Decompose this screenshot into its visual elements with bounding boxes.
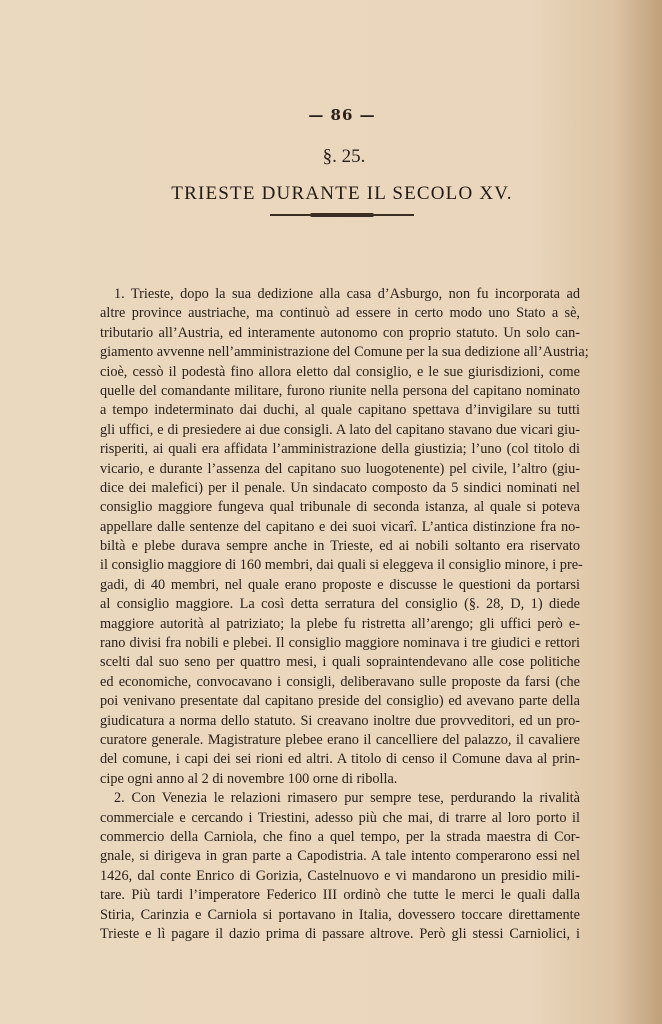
text-line: curatore generale. Magistrature plebee erano il cancelliere del palazzo, il cavaliere	[100, 731, 580, 748]
text-line: Trieste e lì pagare il dazio prima di passare altrove. Però gli stessi Carniolici, i	[100, 925, 580, 942]
text-line: tributario all’Austria, ed interamente autonomo con proprio statuto. Un solo can-	[100, 324, 580, 341]
text-line: giamento avvenne nell’amministrazione del Comune per la sua dedizione all’Austria;	[100, 344, 589, 361]
text-line: 1426, dal conte Enrico di Gorizia, Castelnuovo e vi mandarono un presidio mili-	[100, 867, 580, 884]
page-number: — 86 —	[308, 106, 376, 124]
text-line: consiglio maggiore fungeva qual tribunale di seconda istanza, al quale si poteva	[100, 499, 580, 516]
text-line: scelti dal suo seno per quattro mesi, i quali sopraintendevano alle cose politiche	[100, 654, 580, 671]
text-line: commercio della Carniola, che fino a quel tempo, per la strada maestra di Cor-	[100, 828, 580, 845]
title-rule	[270, 214, 414, 216]
text-line: dice dei malefici) per il penale. Un sindacato composto da 5 sindici nominati nel	[100, 479, 580, 496]
text-line: gnale, si dirigeva in gran parte a Capodistria. A tale intento comperarono essi nel	[100, 848, 580, 865]
text-line: cioè, cessò il podestà fino allora eletto dal consiglio, e le sue giurisdizioni, come	[100, 363, 580, 380]
text-line: tare. Più tardi l’imperatore Federico III ordinò che tutte le merci le quali dalla	[100, 887, 580, 904]
text-line: al consiglio maggiore. La così detta serratura del consiglio (§. 28, D, 1) diede	[100, 596, 580, 613]
text-line: gli uffici, e di presiedere ai due consigli. A lato del capitano stavano due vicari giu-	[100, 421, 580, 438]
text-line: biltà e plebe durava sempre anche in Trieste, ed ai nobili soltanto era riservato	[100, 538, 580, 555]
text-line: giudicatura a norma dello statuto. Si creavano inoltre due provveditori, ed un pro-	[100, 712, 580, 729]
text-line: maggiore autorità al patriziato; la plebe fu ristretta all’arengo; gli uffici però e-	[100, 615, 580, 632]
text-line: il consiglio maggiore di 160 membri, dai quali si eleggeva il consiglio minore, i pre-	[100, 557, 583, 574]
text-line: cipe ogni anno al 2 di novembre 100 orne di ribolla.	[100, 770, 398, 787]
text-line: altre province austriache, ma continuò ad essere in certo modo uno Stato a sè,	[100, 305, 580, 322]
text-line: quelle del comandante militare, furono riunite nella persona del capitano nominato	[100, 382, 580, 399]
text-line: commerciale e cercando i Triestini, adesso più che mai, di trarre al loro porto il	[100, 809, 580, 826]
body-text	[100, 285, 589, 944]
text-line: a tempo indeterminato dai duchi, al quale capitano spettava d’invigilare su tutti	[100, 402, 580, 419]
text-line: del comune, i capi dei sei rioni ed altri. A titolo di censo il Comune dava al prin-	[100, 751, 580, 768]
text-line: appellare dalle sentenze del capitano e dei suoi vicarî. L’antica distinzione fra no-	[100, 518, 580, 535]
text-line: rano divisi fra nobili e plebei. Il consiglio maggiore nominava i tre giudici e rettori	[100, 635, 580, 652]
text-line: ed economiche, convocavano i consigli, deliberavano sulle proposte da farsi (che	[100, 673, 580, 690]
section-number: §. 25.	[322, 146, 366, 167]
text-line: vicario, e durante l’assenza del capitano suo luogotenente) pel civile, l’altro (giu-	[100, 460, 580, 477]
text-line: poi venivano presentate dal capitano preside del consiglio) ed avevano parte della	[100, 693, 580, 710]
chapter-title: TRIESTE DURANTE IL SECOLO XV.	[171, 183, 513, 204]
text-line: 2. Con Venezia le relazioni rimasero pur sempre tese, perdurando la rivalità	[114, 790, 580, 807]
text-line: risperiti, ai quali era affidata l’amministrazione della giustizia; l’uno (col titolo di	[100, 441, 580, 458]
text-line: Stiria, Carinzia e Carniola si portavano in Italia, dovessero toccare direttamente	[100, 906, 580, 923]
text-line: gadi, di 40 membri, nel quale erano proposte e discusse le questioni da portarsi	[100, 576, 580, 593]
text-line: 1. Trieste, dopo la sua dedizione alla casa d’Asburgo, non fu incorporata ad	[114, 286, 580, 302]
